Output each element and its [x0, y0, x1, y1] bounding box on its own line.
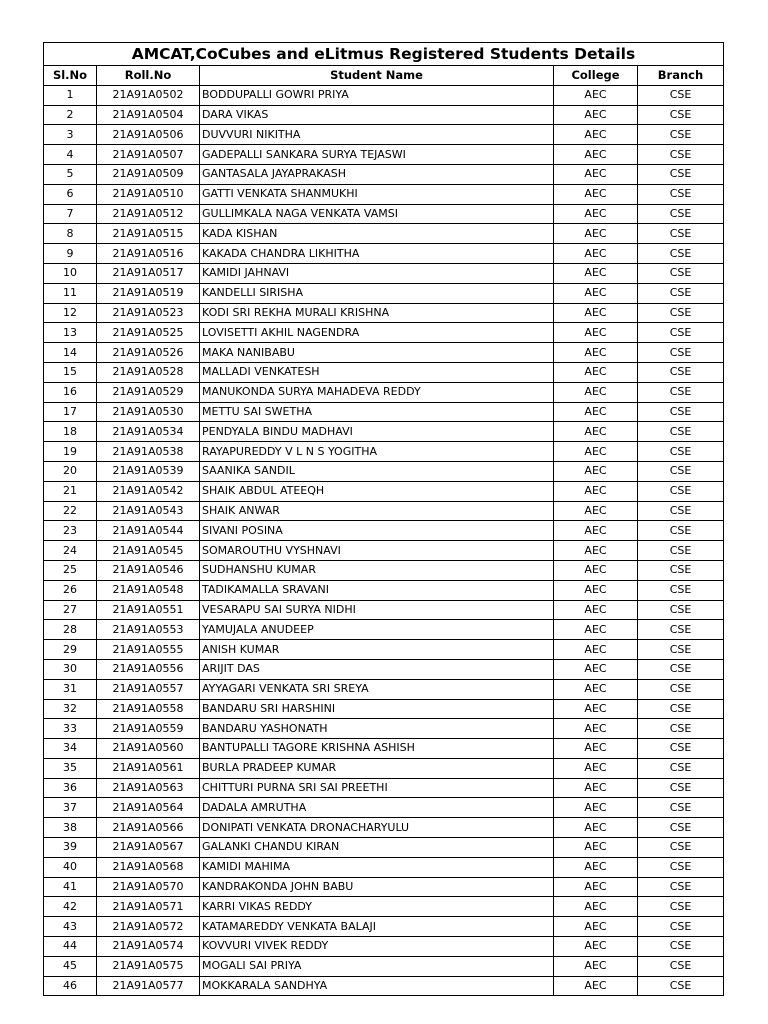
cell-slno: 8	[44, 224, 97, 244]
cell-student-name: AYYAGARI VENKATA SRI SREYA	[200, 679, 554, 699]
cell-slno: 17	[44, 402, 97, 422]
header-row	[44, 66, 724, 86]
cell-rollno: 21A91A0563	[97, 778, 200, 798]
cell-college: AEC	[554, 838, 638, 858]
cell-slno: 19	[44, 442, 97, 462]
table-row	[44, 501, 724, 521]
cell-student-name: KODI SRI REKHA MURALI KRISHNA	[200, 303, 554, 323]
cell-college: AEC	[554, 897, 638, 917]
table-row	[44, 739, 724, 759]
cell-college: AEC	[554, 541, 638, 561]
cell-college: AEC	[554, 719, 638, 739]
cell-slno: 27	[44, 600, 97, 620]
cell-rollno: 21A91A0509	[97, 164, 200, 184]
cell-rollno: 21A91A0526	[97, 343, 200, 363]
cell-branch: CSE	[638, 343, 724, 363]
cell-student-name: SHAIK ABDUL ATEEQH	[200, 481, 554, 501]
cell-college: AEC	[554, 461, 638, 481]
cell-slno: 2	[44, 105, 97, 125]
cell-rollno: 21A91A0517	[97, 263, 200, 283]
cell-college: AEC	[554, 937, 638, 957]
cell-rollno: 21A91A0543	[97, 501, 200, 521]
cell-branch: CSE	[638, 422, 724, 442]
table-row	[44, 798, 724, 818]
cell-student-name: SAANIKA SANDIL	[200, 461, 554, 481]
cell-slno: 44	[44, 937, 97, 957]
cell-student-name: RAYAPUREDDY V L N S YOGITHA	[200, 442, 554, 462]
cell-rollno: 21A91A0525	[97, 323, 200, 343]
cell-college: AEC	[554, 956, 638, 976]
table-row	[44, 382, 724, 402]
cell-slno: 43	[44, 917, 97, 937]
table-row	[44, 640, 724, 660]
table-row	[44, 560, 724, 580]
cell-college: AEC	[554, 442, 638, 462]
table-row	[44, 343, 724, 363]
table-row	[44, 263, 724, 283]
table-row	[44, 937, 724, 957]
col-header-slno: Sl.No	[44, 66, 97, 86]
cell-student-name: BURLA PRADEEP KUMAR	[200, 758, 554, 778]
table-row	[44, 461, 724, 481]
cell-branch: CSE	[638, 184, 724, 204]
cell-student-name: GALANKI CHANDU KIRAN	[200, 838, 554, 858]
cell-rollno: 21A91A0539	[97, 461, 200, 481]
cell-college: AEC	[554, 105, 638, 125]
cell-student-name: PENDYALA BINDU MADHAVI	[200, 422, 554, 442]
cell-branch: CSE	[638, 125, 724, 145]
cell-slno: 45	[44, 956, 97, 976]
table-row	[44, 541, 724, 561]
cell-college: AEC	[554, 877, 638, 897]
cell-rollno: 21A91A0551	[97, 600, 200, 620]
cell-college: AEC	[554, 422, 638, 442]
cell-slno: 34	[44, 739, 97, 759]
cell-college: AEC	[554, 917, 638, 937]
cell-student-name: SIVANI POSINA	[200, 521, 554, 541]
cell-branch: CSE	[638, 580, 724, 600]
table-row	[44, 976, 724, 996]
cell-college: AEC	[554, 323, 638, 343]
cell-college: AEC	[554, 798, 638, 818]
cell-branch: CSE	[638, 461, 724, 481]
table-row	[44, 956, 724, 976]
cell-college: AEC	[554, 263, 638, 283]
table-row	[44, 857, 724, 877]
cell-branch: CSE	[638, 105, 724, 125]
cell-branch: CSE	[638, 937, 724, 957]
cell-rollno: 21A91A0534	[97, 422, 200, 442]
cell-branch: CSE	[638, 877, 724, 897]
cell-rollno: 21A91A0528	[97, 362, 200, 382]
cell-college: AEC	[554, 580, 638, 600]
cell-slno: 33	[44, 719, 97, 739]
cell-college: AEC	[554, 283, 638, 303]
cell-college: AEC	[554, 145, 638, 165]
cell-slno: 39	[44, 838, 97, 858]
table-row	[44, 838, 724, 858]
cell-rollno: 21A91A0515	[97, 224, 200, 244]
cell-student-name: BANDARU YASHONATH	[200, 719, 554, 739]
cell-college: AEC	[554, 976, 638, 996]
cell-rollno: 21A91A0529	[97, 382, 200, 402]
table-row	[44, 758, 724, 778]
table-row	[44, 125, 724, 145]
table-row	[44, 600, 724, 620]
cell-branch: CSE	[638, 362, 724, 382]
cell-branch: CSE	[638, 521, 724, 541]
table-row	[44, 818, 724, 838]
cell-slno: 42	[44, 897, 97, 917]
cell-rollno: 21A91A0553	[97, 620, 200, 640]
cell-branch: CSE	[638, 600, 724, 620]
cell-college: AEC	[554, 343, 638, 363]
table-row	[44, 719, 724, 739]
cell-college: AEC	[554, 184, 638, 204]
cell-college: AEC	[554, 620, 638, 640]
cell-slno: 21	[44, 481, 97, 501]
cell-rollno: 21A91A0545	[97, 541, 200, 561]
cell-student-name: MAKA NANIBABU	[200, 343, 554, 363]
cell-slno: 40	[44, 857, 97, 877]
table-row	[44, 85, 724, 105]
cell-branch: CSE	[638, 679, 724, 699]
cell-college: AEC	[554, 402, 638, 422]
cell-rollno: 21A91A0556	[97, 659, 200, 679]
page-title: AMCAT,CoCubes and eLitmus Registered Students Details	[43, 42, 724, 65]
cell-college: AEC	[554, 521, 638, 541]
cell-student-name: VESARAPU SAI SURYA NIDHI	[200, 600, 554, 620]
cell-slno: 46	[44, 976, 97, 996]
cell-college: AEC	[554, 224, 638, 244]
cell-slno: 36	[44, 778, 97, 798]
col-header-rollno: Roll.No	[97, 66, 200, 86]
cell-branch: CSE	[638, 739, 724, 759]
cell-college: AEC	[554, 125, 638, 145]
cell-student-name: MANUKONDA SURYA MAHADEVA REDDY	[200, 382, 554, 402]
cell-rollno: 21A91A0561	[97, 758, 200, 778]
cell-rollno: 21A91A0558	[97, 699, 200, 719]
cell-student-name: MALLADI VENKATESH	[200, 362, 554, 382]
table-row	[44, 244, 724, 264]
cell-college: AEC	[554, 758, 638, 778]
cell-branch: CSE	[638, 917, 724, 937]
cell-slno: 4	[44, 145, 97, 165]
cell-rollno: 21A91A0546	[97, 560, 200, 580]
students-table	[43, 42, 724, 996]
cell-student-name: BANDARU SRI HARSHINI	[200, 699, 554, 719]
table-row	[44, 679, 724, 699]
table-row	[44, 422, 724, 442]
table-row	[44, 145, 724, 165]
table-row	[44, 105, 724, 125]
table-row	[44, 481, 724, 501]
cell-student-name: KARRI VIKAS REDDY	[200, 897, 554, 917]
cell-slno: 38	[44, 818, 97, 838]
cell-student-name: MOGALI SAI PRIYA	[200, 956, 554, 976]
cell-student-name: KOVVURI VIVEK REDDY	[200, 937, 554, 957]
cell-slno: 1	[44, 85, 97, 105]
col-header-student-name: Student Name	[200, 66, 554, 86]
cell-student-name: DARA VIKAS	[200, 105, 554, 125]
cell-slno: 12	[44, 303, 97, 323]
table-row	[44, 303, 724, 323]
cell-rollno: 21A91A0530	[97, 402, 200, 422]
table-row	[44, 362, 724, 382]
cell-college: AEC	[554, 739, 638, 759]
cell-branch: CSE	[638, 541, 724, 561]
cell-slno: 6	[44, 184, 97, 204]
cell-student-name: KADA KISHAN	[200, 224, 554, 244]
cell-rollno: 21A91A0507	[97, 145, 200, 165]
cell-rollno: 21A91A0523	[97, 303, 200, 323]
cell-student-name: SUDHANSHU KUMAR	[200, 560, 554, 580]
cell-college: AEC	[554, 640, 638, 660]
cell-branch: CSE	[638, 303, 724, 323]
cell-student-name: GADEPALLI SANKARA SURYA TEJASWI	[200, 145, 554, 165]
cell-branch: CSE	[638, 659, 724, 679]
cell-college: AEC	[554, 659, 638, 679]
table-row	[44, 659, 724, 679]
cell-student-name: KANDELLI SIRISHA	[200, 283, 554, 303]
cell-slno: 25	[44, 560, 97, 580]
cell-college: AEC	[554, 699, 638, 719]
table-row	[44, 164, 724, 184]
cell-branch: CSE	[638, 897, 724, 917]
table-header	[44, 66, 724, 86]
table-row	[44, 402, 724, 422]
cell-college: AEC	[554, 164, 638, 184]
cell-student-name: MOKKARALA SANDHYA	[200, 976, 554, 996]
cell-branch: CSE	[638, 323, 724, 343]
cell-branch: CSE	[638, 798, 724, 818]
cell-student-name: YAMUJALA ANUDEEP	[200, 620, 554, 640]
cell-student-name: DONIPATI VENKATA DRONACHARYULU	[200, 818, 554, 838]
cell-branch: CSE	[638, 620, 724, 640]
cell-slno: 20	[44, 461, 97, 481]
cell-college: AEC	[554, 501, 638, 521]
cell-rollno: 21A91A0566	[97, 818, 200, 838]
cell-slno: 30	[44, 659, 97, 679]
cell-student-name: KAMIDI MAHIMA	[200, 857, 554, 877]
cell-slno: 16	[44, 382, 97, 402]
cell-rollno: 21A91A0555	[97, 640, 200, 660]
table-row	[44, 442, 724, 462]
cell-slno: 5	[44, 164, 97, 184]
cell-student-name: GATTI VENKATA SHANMUKHI	[200, 184, 554, 204]
cell-rollno: 21A91A0559	[97, 719, 200, 739]
cell-student-name: TADIKAMALLA SRAVANI	[200, 580, 554, 600]
cell-slno: 15	[44, 362, 97, 382]
cell-rollno: 21A91A0519	[97, 283, 200, 303]
cell-branch: CSE	[638, 263, 724, 283]
cell-branch: CSE	[638, 481, 724, 501]
cell-rollno: 21A91A0568	[97, 857, 200, 877]
col-header-college: College	[554, 66, 638, 86]
cell-college: AEC	[554, 204, 638, 224]
cell-college: AEC	[554, 857, 638, 877]
cell-student-name: KANDRAKONDA JOHN BABU	[200, 877, 554, 897]
table-body	[44, 85, 724, 996]
cell-rollno: 21A91A0516	[97, 244, 200, 264]
cell-rollno: 21A91A0574	[97, 937, 200, 957]
cell-college: AEC	[554, 362, 638, 382]
cell-student-name: KAKADA CHANDRA LIKHITHA	[200, 244, 554, 264]
cell-branch: CSE	[638, 976, 724, 996]
cell-rollno: 21A91A0538	[97, 442, 200, 462]
cell-branch: CSE	[638, 224, 724, 244]
table-row	[44, 204, 724, 224]
cell-branch: CSE	[638, 778, 724, 798]
cell-branch: CSE	[638, 719, 724, 739]
cell-college: AEC	[554, 481, 638, 501]
cell-rollno: 21A91A0512	[97, 204, 200, 224]
cell-student-name: KATAMAREDDY VENKATA BALAJI	[200, 917, 554, 937]
cell-rollno: 21A91A0544	[97, 521, 200, 541]
table-row	[44, 323, 724, 343]
cell-branch: CSE	[638, 442, 724, 462]
cell-branch: CSE	[638, 283, 724, 303]
col-header-branch: Branch	[638, 66, 724, 86]
cell-rollno: 21A91A0567	[97, 838, 200, 858]
cell-student-name: CHITTURI PURNA SRI SAI PREETHI	[200, 778, 554, 798]
cell-student-name: ARIJIT DAS	[200, 659, 554, 679]
cell-rollno: 21A91A0557	[97, 679, 200, 699]
cell-student-name: DADALA AMRUTHA	[200, 798, 554, 818]
student-sheet	[43, 42, 723, 996]
cell-college: AEC	[554, 382, 638, 402]
cell-rollno: 21A91A0548	[97, 580, 200, 600]
cell-slno: 41	[44, 877, 97, 897]
cell-student-name: GULLIMKALA NAGA VENKATA VAMSI	[200, 204, 554, 224]
table-row	[44, 580, 724, 600]
cell-slno: 18	[44, 422, 97, 442]
cell-rollno: 21A91A0564	[97, 798, 200, 818]
cell-rollno: 21A91A0510	[97, 184, 200, 204]
cell-student-name: BODDUPALLI GOWRI PRIYA	[200, 85, 554, 105]
cell-college: AEC	[554, 560, 638, 580]
cell-branch: CSE	[638, 758, 724, 778]
table-row	[44, 877, 724, 897]
cell-rollno: 21A91A0504	[97, 105, 200, 125]
cell-branch: CSE	[638, 699, 724, 719]
cell-student-name: DUVVURI NIKITHA	[200, 125, 554, 145]
cell-college: AEC	[554, 778, 638, 798]
cell-slno: 26	[44, 580, 97, 600]
table-row	[44, 283, 724, 303]
cell-rollno: 21A91A0506	[97, 125, 200, 145]
table-row	[44, 917, 724, 937]
cell-rollno: 21A91A0542	[97, 481, 200, 501]
cell-rollno: 21A91A0577	[97, 976, 200, 996]
cell-branch: CSE	[638, 85, 724, 105]
cell-branch: CSE	[638, 956, 724, 976]
table-row	[44, 224, 724, 244]
cell-branch: CSE	[638, 560, 724, 580]
cell-student-name: ANISH KUMAR	[200, 640, 554, 660]
cell-rollno: 21A91A0570	[97, 877, 200, 897]
cell-rollno: 21A91A0560	[97, 739, 200, 759]
cell-slno: 32	[44, 699, 97, 719]
table-row	[44, 620, 724, 640]
table-row	[44, 897, 724, 917]
cell-rollno: 21A91A0572	[97, 917, 200, 937]
cell-slno: 31	[44, 679, 97, 699]
cell-slno: 7	[44, 204, 97, 224]
cell-slno: 3	[44, 125, 97, 145]
cell-slno: 11	[44, 283, 97, 303]
cell-college: AEC	[554, 818, 638, 838]
cell-college: AEC	[554, 679, 638, 699]
table-row	[44, 184, 724, 204]
cell-student-name: KAMIDI JAHNAVI	[200, 263, 554, 283]
cell-rollno: 21A91A0575	[97, 956, 200, 976]
cell-branch: CSE	[638, 145, 724, 165]
cell-branch: CSE	[638, 204, 724, 224]
cell-slno: 22	[44, 501, 97, 521]
cell-student-name: METTU SAI SWETHA	[200, 402, 554, 422]
cell-rollno: 21A91A0502	[97, 85, 200, 105]
cell-branch: CSE	[638, 402, 724, 422]
cell-slno: 9	[44, 244, 97, 264]
cell-branch: CSE	[638, 244, 724, 264]
cell-branch: CSE	[638, 838, 724, 858]
cell-branch: CSE	[638, 640, 724, 660]
cell-slno: 13	[44, 323, 97, 343]
table-row	[44, 699, 724, 719]
cell-slno: 14	[44, 343, 97, 363]
cell-branch: CSE	[638, 501, 724, 521]
cell-branch: CSE	[638, 857, 724, 877]
cell-branch: CSE	[638, 382, 724, 402]
cell-student-name: SOMAROUTHU VYSHNAVI	[200, 541, 554, 561]
table-row	[44, 521, 724, 541]
cell-branch: CSE	[638, 818, 724, 838]
cell-slno: 10	[44, 263, 97, 283]
cell-slno: 28	[44, 620, 97, 640]
cell-college: AEC	[554, 303, 638, 323]
cell-slno: 37	[44, 798, 97, 818]
cell-college: AEC	[554, 85, 638, 105]
cell-college: AEC	[554, 600, 638, 620]
cell-slno: 24	[44, 541, 97, 561]
cell-student-name: BANTUPALLI TAGORE KRISHNA ASHISH	[200, 739, 554, 759]
cell-student-name: SHAIK ANWAR	[200, 501, 554, 521]
cell-branch: CSE	[638, 164, 724, 184]
cell-college: AEC	[554, 244, 638, 264]
cell-slno: 35	[44, 758, 97, 778]
cell-student-name: GANTASALA JAYAPRAKASH	[200, 164, 554, 184]
cell-slno: 23	[44, 521, 97, 541]
cell-rollno: 21A91A0571	[97, 897, 200, 917]
cell-student-name: LOVISETTI AKHIL NAGENDRA	[200, 323, 554, 343]
cell-slno: 29	[44, 640, 97, 660]
table-row	[44, 778, 724, 798]
